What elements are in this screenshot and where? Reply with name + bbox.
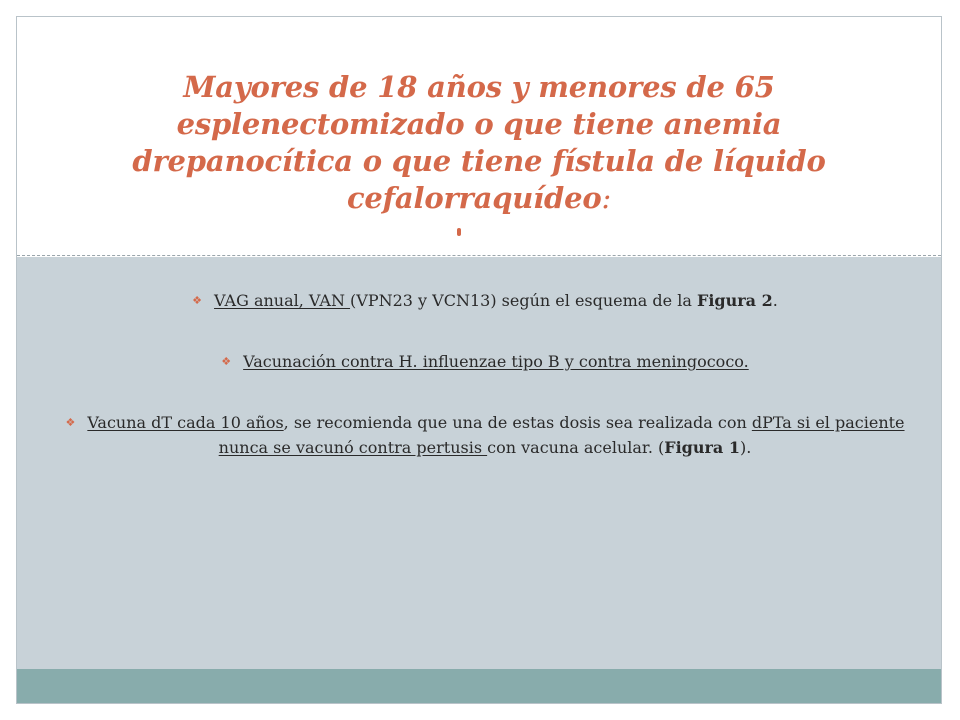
title-line-4: cefalorraquídeo [346, 181, 602, 215]
title-line-1: Mayores de 18 años y menores de 65 [183, 70, 775, 104]
bullet-3-end: ). [740, 438, 752, 457]
slide-title [57, 69, 901, 217]
footer-bar [17, 669, 941, 703]
title-colon: : [601, 181, 612, 215]
bullet-item-1 [47, 289, 923, 314]
diamond-bullet-icon: ❖ [65, 416, 76, 429]
title-area [17, 17, 941, 257]
bullet-list [47, 289, 923, 495]
diamond-bullet-icon: ❖ [221, 355, 232, 368]
link-vag-van[interactable]: VAG anual, VAN [214, 291, 351, 310]
bullet-1-text: (VPN23 y VCN13) según el esquema de la [350, 291, 697, 310]
slide [16, 16, 942, 704]
link-hib-meningococo[interactable]: Vacunación contra H. influenzae tipo B y contra meningococo. [243, 352, 749, 371]
bullet-3-text-2: con vacuna acelular. ( [487, 438, 665, 457]
bullet-item-2 [47, 350, 923, 375]
title-dot-decoration [457, 228, 461, 236]
title-line-3: drepanocítica o que tiene fístula de líquido [132, 144, 826, 178]
bullet-3-text: , se recomienda que una de estas dosis sea realizada con [283, 413, 752, 432]
content-area [17, 257, 941, 671]
link-vacuna-dt[interactable]: Vacuna dT cada 10 años [87, 413, 284, 432]
diamond-bullet-icon: ❖ [192, 294, 203, 307]
figure-1-ref: Figura 1 [664, 438, 740, 457]
bullet-1-end: . [772, 291, 778, 310]
title-divider [17, 255, 941, 256]
link-dpta[interactable]: dPTa si el paciente nunca se vacunó contra pertusis [218, 413, 905, 457]
figure-2-ref: Figura 2 [696, 291, 773, 310]
title-line-2: esplenectomizado o que tiene anemia [176, 107, 782, 141]
bullet-item-3 [47, 411, 923, 459]
